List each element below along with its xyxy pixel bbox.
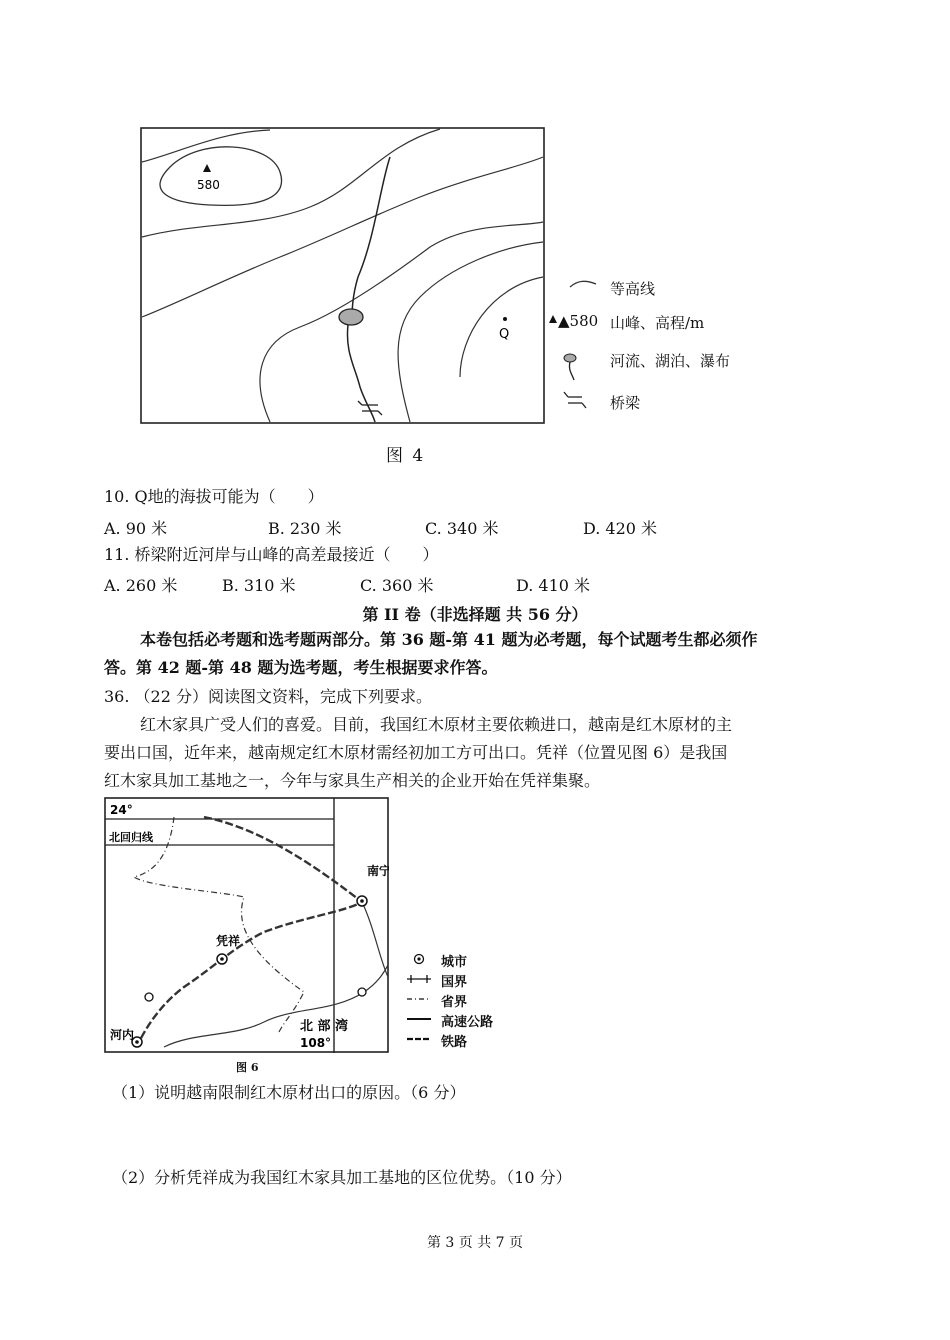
q36-sub-question-2: （2）分析凭祥成为我国红木家具加工基地的区位优势。（10 分） bbox=[112, 1168, 572, 1187]
national-border bbox=[134, 817, 304, 1032]
peak-legend-icon bbox=[549, 315, 557, 323]
legend-peak: 山峰、高程/m bbox=[610, 314, 705, 332]
lat-label: 24° bbox=[110, 803, 133, 817]
city-label-hanoi: 河内 bbox=[110, 1028, 135, 1042]
figure-4-caption: 图 4 bbox=[386, 446, 426, 466]
q11-option-d: D. 410 米 bbox=[516, 576, 591, 595]
contour-peak bbox=[160, 147, 282, 206]
legend-railway: 铁路 bbox=[441, 1035, 468, 1050]
q10-option-c: C. 340 米 bbox=[425, 519, 499, 538]
q11-option-a: A. 260 米 bbox=[104, 576, 178, 595]
figure-4-legend bbox=[548, 270, 808, 420]
question-10-stem: 10. Q地的海拔可能为（ ） bbox=[104, 487, 324, 506]
tropic-label: 北回归线 bbox=[109, 831, 153, 844]
contour-line bbox=[142, 130, 270, 162]
lon-label: 108° bbox=[300, 1036, 332, 1050]
contour-line bbox=[398, 242, 543, 422]
bridge-legend-icon bbox=[564, 392, 586, 408]
question-36-stem: 36. （22 分）阅读图文资料，完成下列要求。 bbox=[104, 687, 432, 706]
contour-map-svg bbox=[140, 127, 545, 424]
section-2-intro-line-2: 答。第 42 题-第 48 题为选考题，考生根据要求作答。 bbox=[104, 658, 498, 677]
railway bbox=[139, 817, 362, 1042]
legend-water: 河流、湖泊、瀑布 bbox=[610, 352, 731, 370]
contour-line bbox=[142, 129, 440, 237]
legend-city: 城市 bbox=[441, 955, 468, 970]
q36-sub-question-1: （1）说明越南限制红木原材出口的原因。（6 分） bbox=[112, 1083, 466, 1102]
water-legend-icon bbox=[564, 354, 576, 362]
q11-option-b: B. 310 米 bbox=[222, 576, 296, 595]
q11-option-c: C. 360 米 bbox=[360, 576, 434, 595]
national-border-legend-icon bbox=[407, 975, 431, 983]
q-point bbox=[503, 317, 507, 321]
q10-option-d: D. 420 米 bbox=[583, 519, 658, 538]
q-label: Q bbox=[499, 327, 510, 342]
q36-paragraph-line-2: 要出口国，近年来，越南规定红木原材需经初加工方可出口。凭祥（位置见图 6）是我国 bbox=[104, 743, 728, 762]
city-icon-west bbox=[145, 993, 153, 1001]
legend-contour: 等高线 bbox=[610, 280, 656, 298]
q10-option-b: B. 230 米 bbox=[268, 519, 342, 538]
sea-label: 北 部 湾 bbox=[300, 1019, 349, 1034]
q36-paragraph-line-3: 红木家具加工基地之一，今年与家具生产相关的企业开始在凭祥集聚。 bbox=[104, 771, 601, 790]
contour-legend-icon bbox=[570, 281, 596, 287]
contour-line bbox=[260, 222, 543, 422]
legend-bridge: 桥梁 bbox=[610, 394, 641, 412]
bridge-icon bbox=[358, 401, 382, 415]
city-label-nanning: 南宁 bbox=[367, 864, 389, 878]
fig6-legend-symbols bbox=[405, 950, 435, 1050]
map-frame bbox=[141, 128, 544, 423]
figure-4-contour-map bbox=[140, 127, 545, 424]
legend-symbols bbox=[548, 270, 808, 420]
legend-national-border: 国界 bbox=[441, 975, 468, 990]
city-label-pingxiang: 凭祥 bbox=[216, 934, 241, 948]
q10-option-a: A. 90 米 bbox=[104, 519, 168, 538]
section-2-title: 第 II 卷（非选择题 共 56 分） bbox=[362, 605, 588, 624]
location-map-svg bbox=[104, 797, 389, 1053]
river-lower bbox=[347, 325, 375, 422]
peak-label: 580 bbox=[197, 178, 220, 192]
figure-6-caption: 图 6 bbox=[236, 1061, 259, 1074]
q36-paragraph-line-1: 红木家具广受人们的喜爱。目前，我国红木原材主要依赖进口，越南是红木原材的主 bbox=[140, 715, 733, 734]
section-2-intro-line-1: 本卷包括必考题和选考题两部分。第 36 题-第 41 题为必考题，每个试题考生都必须作 bbox=[140, 630, 758, 649]
expressway bbox=[362, 902, 388, 977]
page-footer: 第 3 页 共 7 页 bbox=[426, 1235, 524, 1251]
figure-6-location-map bbox=[104, 797, 389, 1053]
lake bbox=[339, 309, 363, 325]
peak-icon bbox=[203, 164, 211, 172]
legend-provincial-border: 省界 bbox=[441, 995, 468, 1010]
city-icon-coastal bbox=[358, 988, 366, 996]
legend-peak-prefix: ▲580 bbox=[558, 312, 599, 330]
legend-expressway: 高速公路 bbox=[441, 1015, 494, 1030]
question-11-stem: 11. 桥梁附近河岸与山峰的高差最接近（ ） bbox=[104, 545, 439, 564]
figure-6-legend bbox=[405, 950, 535, 1050]
